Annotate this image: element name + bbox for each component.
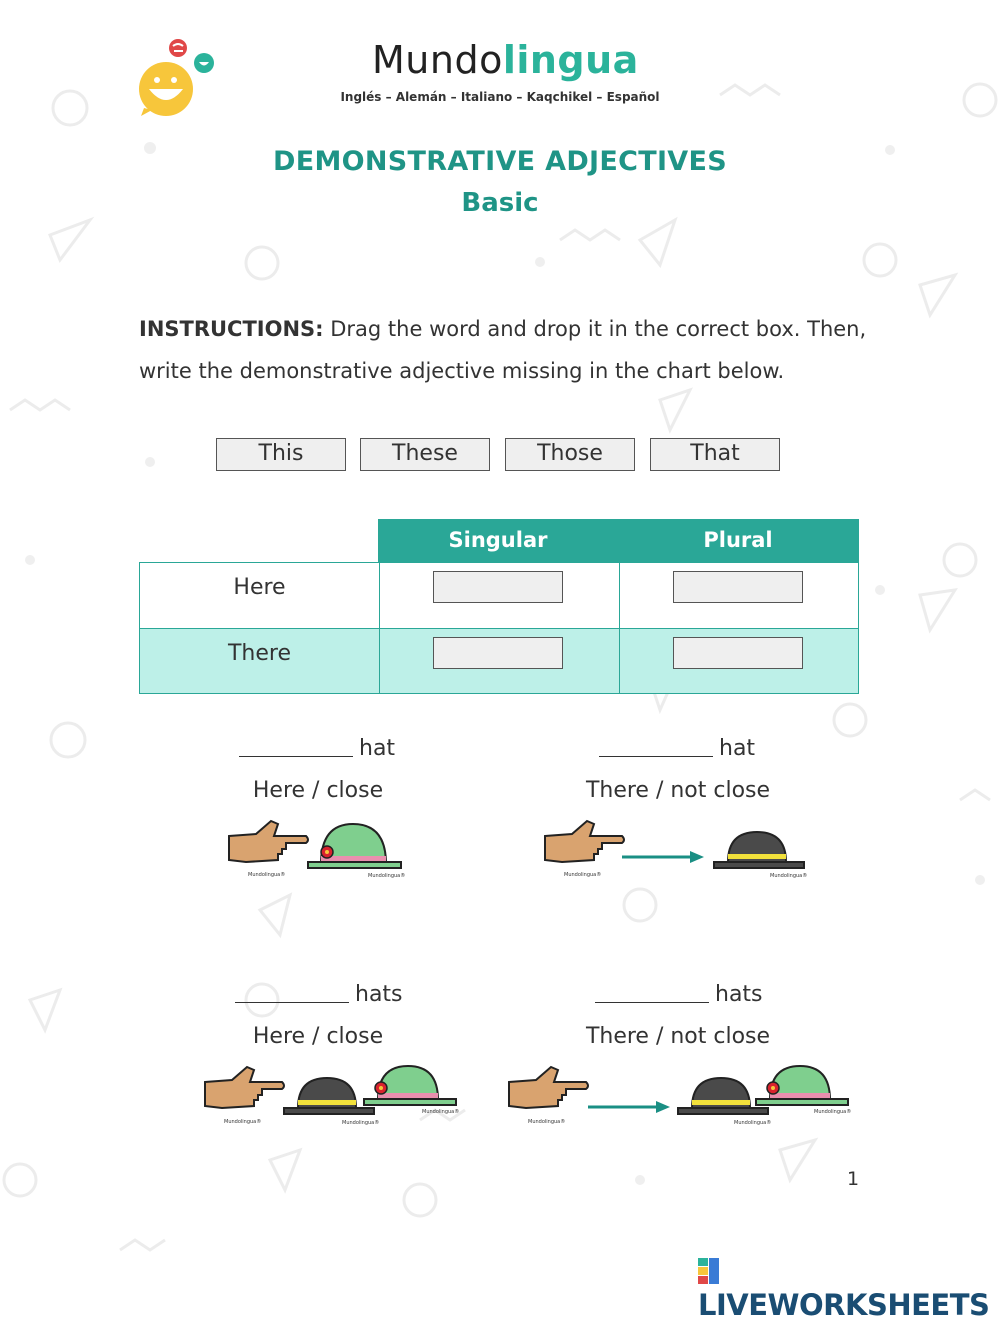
exercise-4-hint: There / not close (585, 1024, 771, 1049)
instructions (139, 308, 879, 392)
page-number: 1 (847, 1168, 860, 1190)
exercise-2-noun: hat (719, 736, 756, 761)
exercise-4-sentence (595, 982, 763, 1007)
exercise-4-blank[interactable] (595, 982, 709, 1003)
liveworksheets-badge-icon (698, 1258, 720, 1284)
drop-box-here-singular[interactable] (433, 571, 563, 603)
exercise-2-hint: There / not close (585, 778, 771, 803)
exercise-3-noun: hats (355, 982, 403, 1007)
image-watermark: Mundolingua® (528, 1119, 566, 1125)
exercise-4-noun: hats (715, 982, 763, 1007)
image-watermark: Mundolingua® (814, 1109, 852, 1115)
hand-pointing-close-hats-icon (202, 1062, 460, 1126)
exercise-1-sentence (239, 736, 395, 761)
row-label-here: Here (233, 575, 286, 600)
drop-box-there-plural[interactable] (673, 637, 803, 669)
image-watermark: Mundolingua® (734, 1120, 772, 1126)
chart-row-here (140, 563, 858, 628)
image-watermark: Mundolingua® (770, 873, 808, 878)
instructions-label: INSTRUCTIONS: (139, 317, 324, 341)
hand-pointing-close-hat-icon (226, 816, 406, 878)
hand-pointing-far-hats-icon (506, 1062, 852, 1126)
hand-pointing-far-hat-icon (542, 816, 808, 878)
word-this[interactable]: This (216, 438, 346, 471)
word-those[interactable]: Those (505, 438, 635, 471)
image-watermark: Mundolingua® (564, 872, 602, 878)
word-these[interactable]: These (360, 438, 490, 471)
brand-name: Mundolingua (372, 38, 639, 82)
smiley-logo-icon (136, 36, 220, 118)
exercise-3-sentence (235, 982, 403, 1007)
exercise-2-blank[interactable] (599, 736, 713, 757)
liveworksheets-logo[interactable] (698, 1254, 1000, 1322)
drop-box-there-singular[interactable] (433, 637, 563, 669)
chart-divider (619, 563, 620, 693)
chart-row-there (140, 628, 858, 693)
image-watermark: Mundolingua® (368, 873, 406, 878)
row-label-there: There (227, 641, 291, 666)
image-watermark: Mundolingua® (342, 1120, 380, 1126)
exercise-3-hint: Here / close (252, 1024, 384, 1049)
image-watermark: Mundolingua® (422, 1109, 460, 1115)
exercise-1-hint: Here / close (252, 778, 384, 803)
column-header-singular: Singular (448, 528, 548, 552)
exercise-1-blank[interactable] (239, 736, 353, 757)
chart-divider (379, 563, 380, 693)
exercise-1-noun: hat (359, 736, 396, 761)
image-watermark: Mundolingua® (248, 872, 286, 878)
exercise-2-sentence (599, 736, 755, 761)
column-header-plural: Plural (703, 528, 773, 552)
page-title: DEMONSTRATIVE ADJECTIVES (273, 146, 727, 177)
brand-tagline: Inglés – Alemán – Italiano – Kaqchikel – Español (340, 90, 660, 104)
drop-box-here-plural[interactable] (673, 571, 803, 603)
chart-body (139, 562, 859, 694)
word-that[interactable]: That (650, 438, 780, 471)
page-subtitle: Basic (461, 188, 539, 218)
footer-brand-text: LIVEWORKSHEETS (698, 1288, 990, 1322)
exercise-3-blank[interactable] (235, 982, 349, 1003)
chart-header (378, 519, 859, 562)
image-watermark: Mundolingua® (224, 1119, 262, 1125)
instructions-text: Drag the word and drop it in the correct box. Then, write the demonstrative adjective missing in the chart below. (139, 317, 867, 383)
